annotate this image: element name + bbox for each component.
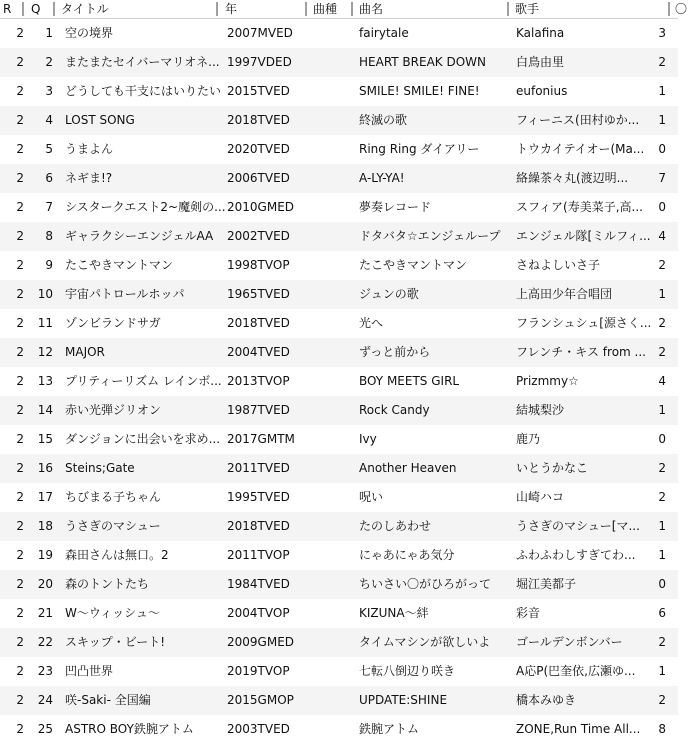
cell-title: 森のトントたち — [65, 577, 150, 591]
cell-genre — [314, 251, 354, 280]
cell-genre — [314, 280, 354, 309]
cell-year: 1997VDED — [227, 55, 292, 69]
cell-year: 2009GMED — [227, 635, 295, 649]
cell-genre — [314, 338, 354, 367]
cell-r: 2 — [16, 142, 24, 156]
table-row[interactable] — [0, 193, 678, 222]
cell-q: 12 — [37, 345, 53, 359]
cell-o: 4 — [658, 374, 666, 388]
cell-title: 赤い光弾ジリオン — [65, 403, 161, 417]
cell-year: 2003TVED — [227, 722, 290, 736]
cell-o: 2 — [658, 55, 666, 69]
cell-title: うさぎのマシュー — [65, 519, 161, 533]
cell-title: プリティーリズム レインボ... — [65, 374, 222, 388]
table-row[interactable] — [0, 338, 678, 367]
cell-r: 2 — [16, 432, 24, 446]
cell-artist: 絡繰茶々丸(渡辺明... — [516, 171, 629, 185]
cell-title: 凹凸世界 — [65, 664, 114, 678]
table-row[interactable] — [0, 19, 678, 48]
cell-q: 21 — [37, 606, 53, 620]
cell-genre — [314, 454, 354, 483]
column-resize-handle[interactable] — [53, 2, 55, 16]
cell-artist: Prizmmy☆ — [516, 374, 579, 388]
cell-r: 2 — [16, 664, 24, 678]
cell-year: 2011TVED — [227, 461, 290, 475]
cell-r: 2 — [16, 490, 24, 504]
cell-o: 1 — [658, 403, 666, 417]
cell-song: ちいさい〇がひろがって — [359, 577, 492, 591]
column-header-year[interactable]: 年 — [225, 2, 238, 16]
cell-year: 1987TVED — [227, 403, 290, 417]
column-header-title[interactable]: タイトル — [61, 2, 109, 16]
cell-o: 8 — [658, 722, 666, 736]
column-header-q[interactable]: Q — [31, 2, 41, 16]
column-header-o[interactable]: 〇 — [675, 2, 688, 16]
cell-title: 森田さんは無口。2 — [65, 548, 169, 562]
cell-year: 1998TVOP — [227, 258, 290, 272]
table-row[interactable] — [0, 512, 678, 541]
table-row[interactable] — [0, 454, 678, 483]
cell-title: Steins;Gate — [65, 461, 135, 475]
cell-song: たこやきマントマン — [359, 258, 468, 272]
table-row[interactable] — [0, 483, 678, 512]
cell-artist: 鹿乃 — [516, 432, 541, 446]
cell-o: 1 — [658, 84, 666, 98]
cell-year: 2019TVOP — [227, 664, 290, 678]
cell-song: ずっと前から — [359, 345, 431, 359]
cell-r: 2 — [16, 26, 24, 40]
cell-o: 6 — [658, 606, 666, 620]
cell-year: 1984TVED — [227, 577, 290, 591]
cell-genre — [314, 19, 354, 48]
cell-year: 1965TVED — [227, 287, 290, 301]
cell-o: 2 — [658, 345, 666, 359]
cell-year: 2007MVED — [227, 26, 293, 40]
cell-song: SMILE! SMILE! FINE! — [359, 84, 480, 98]
cell-song: HEART BREAK DOWN — [359, 55, 486, 69]
cell-artist: ZONE,Run Time All... — [516, 722, 641, 736]
cell-title: 宇宙パトロールホッパ — [65, 287, 185, 301]
cell-title: たこやきマントマン — [65, 258, 174, 272]
cell-year: 2002TVED — [227, 229, 290, 243]
cell-year: 2015GMOP — [227, 693, 294, 707]
cell-o: 1 — [658, 664, 666, 678]
cell-r: 2 — [16, 171, 24, 185]
cell-artist: 上高田少年合唱団 — [516, 287, 613, 301]
cell-q: 25 — [37, 722, 53, 736]
cell-q: 19 — [37, 548, 53, 562]
cell-artist: Kalafina — [516, 26, 565, 40]
cell-q: 5 — [45, 142, 53, 156]
cell-q: 1 — [45, 26, 53, 40]
cell-genre — [314, 193, 354, 222]
cell-genre — [314, 599, 354, 628]
cell-year: 2018TVED — [227, 113, 290, 127]
cell-title: うまよん — [65, 142, 114, 156]
table-body — [0, 19, 678, 744]
cell-o: 1 — [658, 519, 666, 533]
cell-artist: フレンチ・キス from ... — [516, 345, 646, 359]
cell-title: W～ウィッシュ～ — [65, 606, 160, 620]
cell-q: 4 — [45, 113, 53, 127]
cell-r: 2 — [16, 229, 24, 243]
cell-q: 8 — [45, 229, 53, 243]
cell-o: 4 — [658, 229, 666, 243]
cell-artist: トウカイテイオー(Ma... — [516, 142, 645, 156]
column-header-artist[interactable]: 歌手 — [515, 2, 540, 16]
cell-r: 2 — [16, 519, 24, 533]
cell-genre — [314, 135, 354, 164]
cell-o: 3 — [658, 26, 666, 40]
cell-song: 終滅の歌 — [359, 113, 408, 127]
cell-song: BOY MEETS GIRL — [359, 374, 460, 388]
cell-genre — [314, 483, 354, 512]
cell-genre — [314, 512, 354, 541]
cell-song: fairytale — [359, 26, 409, 40]
cell-year: 2011TVOP — [227, 548, 290, 562]
cell-year: 2006TVED — [227, 171, 290, 185]
cell-artist: フィーニス(田村ゆか... — [516, 113, 640, 127]
column-header-song[interactable]: 曲名 — [359, 2, 384, 16]
cell-r: 2 — [16, 258, 24, 272]
cell-title: シスタークエスト2~魔剣の... — [65, 200, 226, 214]
cell-r: 2 — [16, 316, 24, 330]
cell-o: 2 — [658, 693, 666, 707]
cell-o: 0 — [658, 142, 666, 156]
cell-song: UPDATE:SHINE — [359, 693, 448, 707]
cell-year: 2018TVED — [227, 316, 290, 330]
cell-year: 2010GMED — [227, 200, 295, 214]
cell-o: 1 — [658, 548, 666, 562]
cell-r: 2 — [16, 606, 24, 620]
cell-r: 2 — [16, 403, 24, 417]
cell-q: 7 — [45, 200, 53, 214]
cell-song: ジュンの歌 — [359, 287, 419, 301]
cell-r: 2 — [16, 693, 24, 707]
cell-song: たのしあわせ — [359, 519, 432, 533]
cell-q: 2 — [45, 55, 53, 69]
cell-artist: 彩音 — [516, 606, 541, 620]
cell-genre — [314, 106, 354, 135]
column-resize-handle[interactable] — [216, 2, 218, 16]
cell-o: 0 — [658, 200, 666, 214]
cell-artist: ふわふわしすぎてわ... — [516, 548, 636, 562]
cell-title: ゾンビランドサガ — [65, 316, 161, 330]
table-row[interactable] — [0, 106, 678, 135]
cell-q: 9 — [45, 258, 53, 272]
cell-song: 鉄腕アトム — [359, 722, 420, 736]
cell-r: 2 — [16, 200, 24, 214]
cell-year: 2015TVED — [227, 84, 290, 98]
table-row[interactable] — [0, 686, 678, 715]
table-row[interactable] — [0, 309, 678, 338]
cell-year: 1995TVED — [227, 490, 290, 504]
cell-title: どうしても干支にはいりたい — [65, 84, 222, 98]
column-header-r[interactable]: R — [3, 2, 12, 16]
cell-song: Ivy — [359, 432, 377, 446]
cell-song: Another Heaven — [359, 461, 457, 475]
cell-title: ギャラクシーエンジェルAA — [65, 229, 214, 243]
table-row[interactable] — [0, 628, 678, 657]
cell-song: 七転八倒辺り咲き — [359, 664, 456, 678]
cell-title: LOST SONG — [65, 113, 135, 127]
cell-song: 呪い — [359, 490, 384, 504]
cell-artist: 山崎ハコ — [516, 490, 565, 504]
cell-artist: eufonius — [516, 84, 568, 98]
cell-q: 10 — [37, 287, 53, 301]
cell-r: 2 — [16, 287, 24, 301]
table-row[interactable] — [0, 657, 678, 686]
cell-o: 2 — [658, 316, 666, 330]
table-row[interactable] — [0, 715, 678, 744]
table-row[interactable] — [0, 77, 678, 106]
cell-q: 6 — [45, 171, 53, 185]
cell-q: 15 — [37, 432, 53, 446]
table-row[interactable] — [0, 48, 678, 77]
cell-title: スキップ・ビート! — [65, 635, 166, 649]
cell-song: 光へ — [359, 316, 384, 330]
table-row[interactable] — [0, 367, 678, 396]
cell-genre — [314, 48, 354, 77]
column-resize-handle[interactable] — [668, 2, 670, 16]
cell-q: 22 — [37, 635, 53, 649]
cell-r: 2 — [16, 84, 24, 98]
cell-artist: いとうかなこ — [516, 461, 589, 475]
cell-title: ネギま!? — [65, 171, 113, 185]
cell-q: 20 — [37, 577, 53, 591]
cell-o: 2 — [658, 258, 666, 272]
cell-genre — [314, 77, 354, 106]
cell-song: にゃあにゃあ気分 — [359, 548, 455, 562]
cell-r: 2 — [16, 345, 24, 359]
table-row[interactable] — [0, 135, 678, 164]
cell-genre — [314, 222, 354, 251]
cell-q: 23 — [37, 664, 53, 678]
cell-genre — [314, 715, 354, 744]
cell-r: 2 — [16, 461, 24, 475]
cell-song: ドタバタ☆エンジェループ — [359, 229, 501, 243]
cell-r: 2 — [16, 548, 24, 562]
cell-title: ASTRO BOY鉄腕アトム — [65, 722, 194, 736]
cell-artist: エンジェル隊[ミルフィ... — [516, 229, 651, 243]
cell-year: 2020TVED — [227, 142, 290, 156]
cell-genre — [314, 541, 354, 570]
cell-title: ダンジョンに出会いを求め... — [65, 432, 221, 446]
cell-artist: スフィア(寿美菜子,高... — [516, 200, 643, 214]
column-resize-handle[interactable] — [507, 2, 509, 16]
table-header — [0, 0, 688, 19]
cell-song: A-LY-YA! — [359, 171, 405, 185]
cell-genre — [314, 686, 354, 715]
cell-year: 2004TVOP — [227, 606, 290, 620]
table-row[interactable] — [0, 251, 678, 280]
column-resize-handle[interactable] — [305, 2, 307, 16]
table-row[interactable] — [0, 164, 678, 193]
cell-title: 咲-Saki- 全国編 — [65, 693, 151, 707]
cell-artist: うさぎのマシュー[マ... — [516, 519, 640, 533]
cell-genre — [314, 628, 354, 657]
column-header-genre[interactable]: 曲種 — [313, 2, 338, 16]
cell-genre — [314, 396, 354, 425]
cell-artist: 白鳥由里 — [516, 55, 565, 69]
cell-r: 2 — [16, 577, 24, 591]
table-row[interactable] — [0, 570, 678, 599]
cell-title: MAJOR — [65, 345, 105, 359]
cell-artist: 結城梨沙 — [516, 403, 565, 417]
cell-song: Ring Ring ダイアリー — [359, 142, 480, 156]
column-resize-handle[interactable] — [22, 2, 24, 16]
cell-song: KIZUNA～絆 — [359, 606, 429, 620]
cell-genre — [314, 164, 354, 193]
table-row[interactable] — [0, 222, 678, 251]
cell-o: 2 — [658, 635, 666, 649]
cell-title: またまたセイバーマリオネ... — [65, 55, 220, 69]
cell-r: 2 — [16, 722, 24, 736]
cell-o: 2 — [658, 490, 666, 504]
cell-q: 3 — [45, 84, 53, 98]
cell-q: 17 — [37, 490, 53, 504]
cell-genre — [314, 570, 354, 599]
table-row[interactable] — [0, 599, 678, 628]
cell-q: 14 — [37, 403, 53, 417]
cell-o: 1 — [658, 287, 666, 301]
cell-artist: 橋本みゆき — [516, 693, 577, 707]
cell-artist: A応P(巴奎依,広瀬ゆ... — [516, 664, 636, 678]
cell-year: 2017GMTM — [227, 432, 295, 446]
cell-o: 1 — [658, 113, 666, 127]
cell-q: 16 — [37, 461, 53, 475]
cell-song: タイムマシンが欲しいよ — [359, 635, 491, 649]
cell-r: 2 — [16, 374, 24, 388]
cell-o: 7 — [658, 171, 666, 185]
table-row[interactable] — [0, 396, 678, 425]
cell-r: 2 — [16, 55, 24, 69]
table-row[interactable] — [0, 280, 678, 309]
cell-artist: さねよしいさ子 — [516, 258, 601, 272]
cell-artist: ゴールデンボンバー — [516, 635, 623, 649]
table-row[interactable] — [0, 541, 678, 570]
cell-artist: 堀江美都子 — [516, 577, 577, 591]
cell-genre — [314, 367, 354, 396]
cell-genre — [314, 657, 354, 686]
cell-r: 2 — [16, 113, 24, 127]
cell-artist: フランシュシュ[源さく... — [516, 316, 652, 330]
cell-year: 2013TVOP — [227, 374, 290, 388]
cell-genre — [314, 425, 354, 454]
table-row[interactable] — [0, 425, 678, 454]
cell-title: ちびまる子ちゃん — [65, 490, 162, 504]
cell-genre — [314, 309, 354, 338]
cell-o: 2 — [658, 461, 666, 475]
cell-o: 0 — [658, 432, 666, 446]
cell-q: 13 — [37, 374, 53, 388]
cell-song: 夢奏レコード — [359, 200, 432, 214]
cell-year: 2004TVED — [227, 345, 290, 359]
cell-year: 2018TVED — [227, 519, 290, 533]
cell-q: 18 — [37, 519, 53, 533]
cell-o: 0 — [658, 577, 666, 591]
cell-title: 空の境界 — [65, 26, 114, 40]
cell-q: 24 — [37, 693, 53, 707]
cell-r: 2 — [16, 635, 24, 649]
cell-q: 11 — [37, 316, 53, 330]
column-resize-handle[interactable] — [351, 2, 353, 16]
cell-song: Rock Candy — [359, 403, 430, 417]
